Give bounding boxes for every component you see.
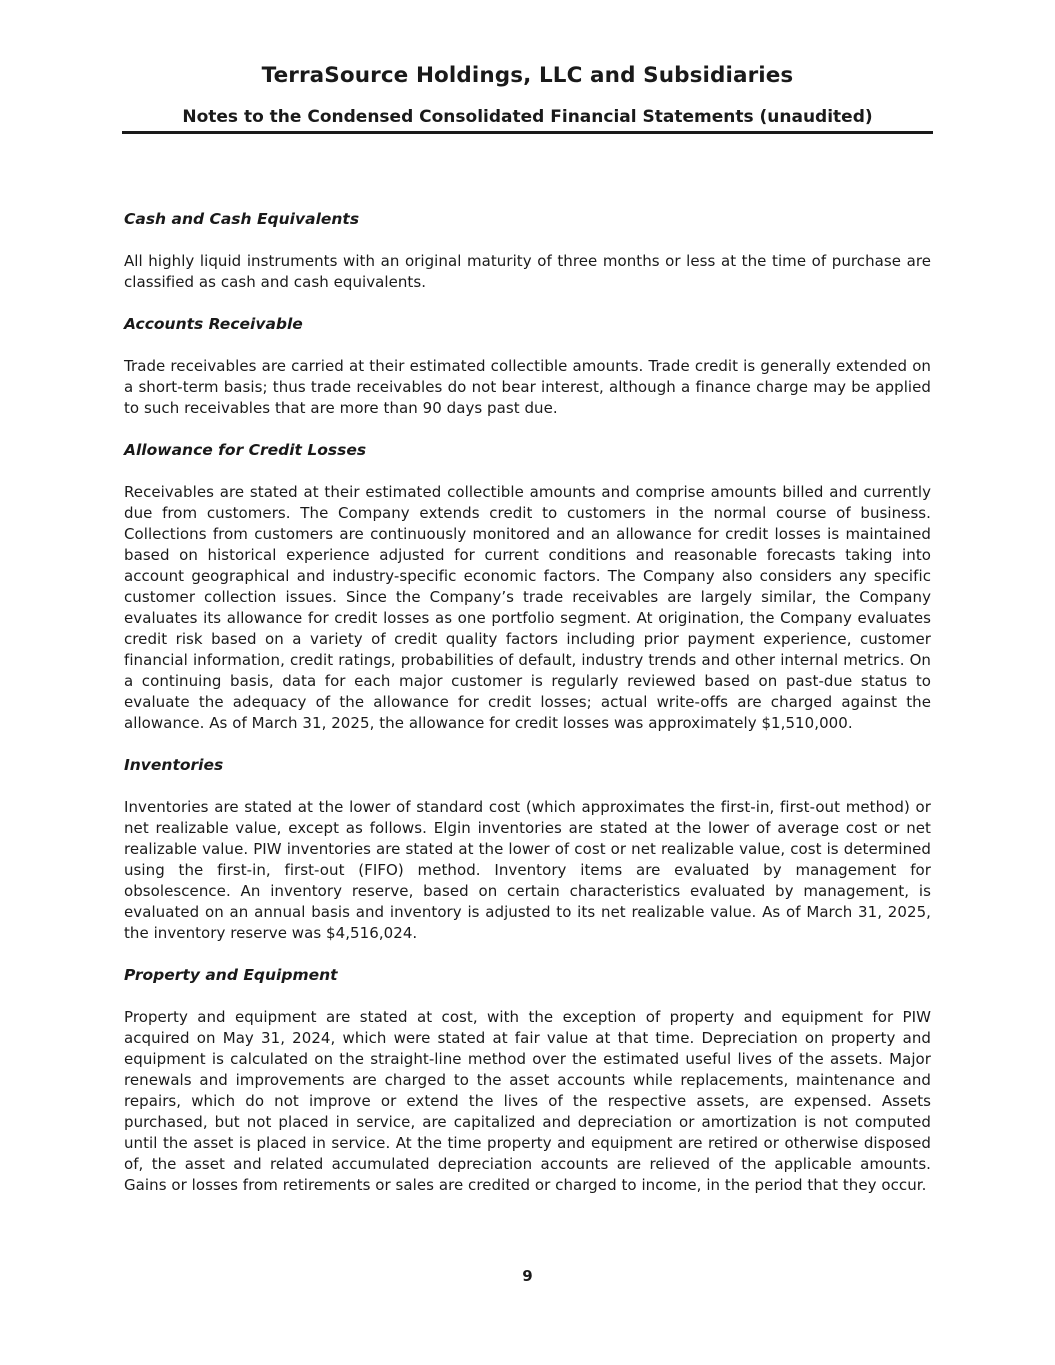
section-body: Receivables are stated at their estimated collectible amounts and comprise amounts billed and currently due from customers. The Company extends credit to customers in the normal course of business. Collections from customers are continuously monitored and an allowance for credit losses is maintained based on historical experience adjusted for current conditions and reasonable forecasts taking into account geographical and industry-specific economic factors. The Company also considers any specific customer collection issues. Since the Company’s trade receivables are largely similar, the Company evaluates its allowance for credit losses as one portfolio segment. At origination, the Company evaluates credit risk based on a variety of credit quality factors including prior payment experience, customer financial information, credit ratings, probabilities of default, industry trends and other internal metrics. On a continuing basis, data for each major customer is regularly reviewed based on past-due status to evaluate the adequacy of the allowance for credit losses; actual write-offs are charged against the allowance. As of March 31, 2025, the allowance for credit losses was approximately $1,510,000. [124, 483, 931, 732]
section-heading: Cash and Cash Equivalents [124, 210, 360, 228]
section-heading: Property and Equipment [124, 966, 338, 984]
page-header [122, 60, 933, 130]
section-cash-equivalents [124, 209, 931, 293]
company-name: TerraSource Holdings, LLC and Subsidiaries [261, 63, 794, 88]
section-accounts-receivable [124, 314, 931, 419]
section-inventories [124, 755, 931, 944]
section-allowance-credit-losses [124, 440, 931, 734]
document-subtitle: Notes to the Condensed Consolidated Financial Statements (unaudited) [182, 107, 873, 127]
section-property-equipment [124, 965, 931, 1196]
section-heading: Inventories [124, 756, 224, 774]
section-heading: Allowance for Credit Losses [124, 441, 367, 459]
section-heading: Accounts Receivable [124, 315, 303, 333]
section-body: Trade receivables are carried at their estimated collectible amounts. Trade credit is generally extended on a short-term basis; thus trade receivables do not bear interest, although a finance charge may be applied to such receivables that are more than 90 days past due. [124, 357, 931, 417]
notes-content [124, 209, 931, 1217]
section-body: Property and equipment are stated at cost, with the exception of property and equipment for PIW acquired on May 31, 2024, which were stated at fair value at that time. Depreciation on property and equipment is calculated on the straight-line method over the estimated useful lives of the assets. Major renewals and improvements are charged to the asset accounts while replacements, maintenance and repairs, which do not improve or extend the lives of the respective assets, are expensed. Assets purchased, but not placed in service, are capitalized and depreciation or amortization is not computed until the asset is placed in service. At the time property and equipment are retired or otherwise disposed of, the asset and related accumulated depreciation accounts are relieved of the applicable amounts. Gains or losses from retirements or sales are credited or charged to income, in the period that they occur. [124, 1008, 931, 1194]
header-rule [122, 131, 933, 134]
page-number: 9 [522, 1267, 533, 1285]
section-body: Inventories are stated at the lower of standard cost (which approximates the first-in, first-out method) or net realizable value, except as follows. Elgin inventories are stated at the lower of average cost or net realizable value. PIW inventories are stated at the lower of cost or net realizable value, cost is determined using the first-in, first-out (FIFO) method. Inventory items are evaluated by management for obsolescence. An inventory reserve, based on certain characteristics evaluated by management, is evaluated on an annual basis and inventory is adjusted to its net realizable value. As of March 31, 2025, the inventory reserve was $4,516,024. [124, 798, 931, 942]
section-body: All highly liquid instruments with an original maturity of three months or less at the time of purchase are classified as cash and cash equivalents. [124, 252, 931, 291]
